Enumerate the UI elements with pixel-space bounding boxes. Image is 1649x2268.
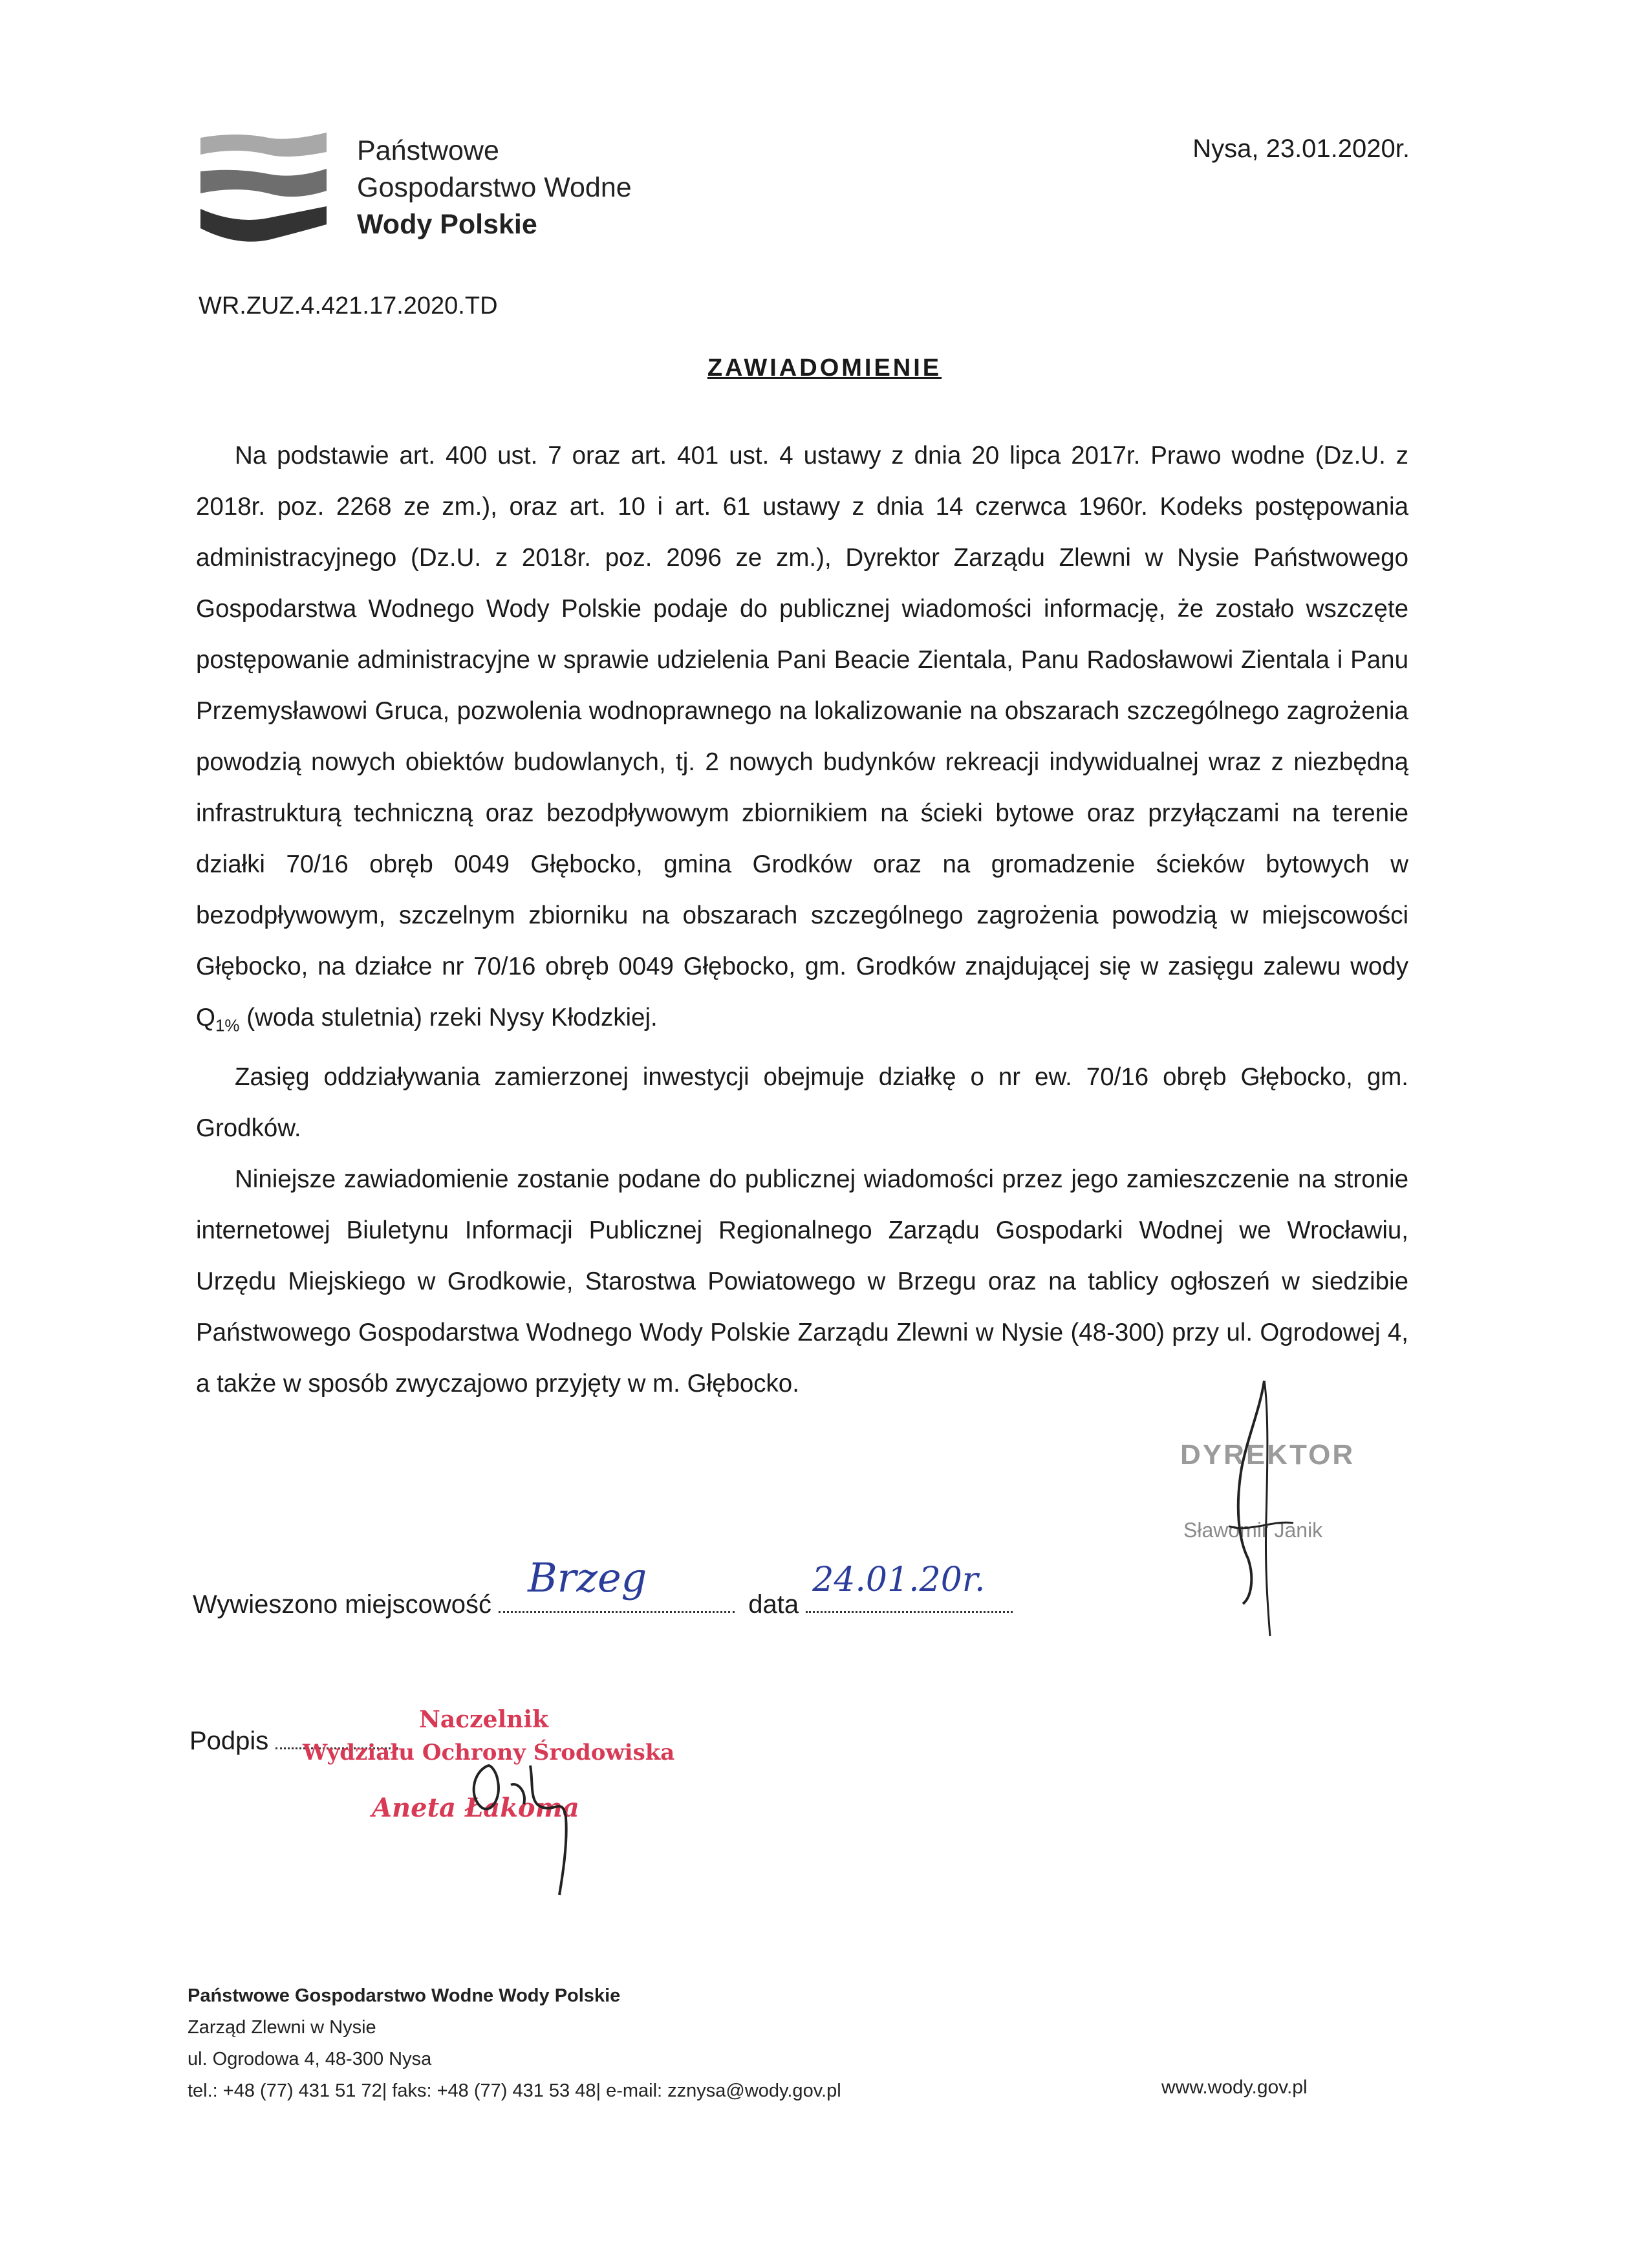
posting-date-handwritten: 24.01.20r.	[812, 1561, 986, 1599]
document-body	[196, 430, 1408, 1409]
posting-place-handwritten: Brzeg	[528, 1554, 647, 1601]
reference-number: WR.ZUZ.4.421.17.2020.TD	[199, 292, 498, 319]
footer-website: www.wody.gov.pl	[1161, 2077, 1308, 2098]
stamp-line-3: Aneta Łakoma	[372, 1793, 579, 1823]
q-symbol: Q	[196, 1004, 215, 1031]
paragraph-1-end: (woda stuletnia) rzeki Nysy Kłodzkiej.	[239, 1004, 658, 1031]
logo-line-2: Gospodarstwo Wodne	[357, 172, 632, 203]
paragraph-3: Niniejsze zawiadomienie zostanie podane do publicznej wiadomości przez jego zamieszczenie na stronie internetowej Biuletynu Informacji Publicznej Regionalnego Zarządu Gospodarki Wodnej we Wrocławiu, Urzędu Miejskiego w Grodkowie, Starostwa Powiatowego w Brzegu oraz na tablicy ogłoszeń w siedzibie Państwowego Gospodarstwa Wodnego Wody Polskie Zarządu Zlewni w Nysie (48-300) przy ul. Ogrodowej 4, a także w sposób zwyczajowo przyjęty w m. Głębocko.	[196, 1165, 1408, 1398]
director-stamp-name: Sławomir Janik	[1183, 1518, 1323, 1542]
stamp-line-2: Wydziału Ochrony Środowiska	[303, 1740, 675, 1766]
posting-place-label: Wywieszono miejscowość	[193, 1590, 491, 1619]
posting-date-field	[806, 1561, 1013, 1613]
paragraph-1	[196, 430, 1408, 1052]
q-subscript: 1%	[215, 1015, 240, 1035]
paragraph-2: Zasięg oddziaływania zamierzonej inwestycji obejmuje działkę o nr ew. 70/16 obręb Głębocko, gm. Grodków.	[196, 1063, 1408, 1142]
place-and-date: Nysa, 23.01.2020r.	[1192, 135, 1410, 163]
signature-label: Podpis	[189, 1727, 269, 1755]
handwritten-signature-icon	[453, 1746, 601, 1901]
wody-polskie-logo-icon	[197, 126, 333, 249]
paragraph-1-text: Na podstawie art. 400 ust. 7 oraz art. 401 ust. 4 ustawy z dnia 20 lipca 2017r. Prawo wodne (Dz.U. z 2018r. poz. 2268 ze zm.), oraz art. 10 i art. 61 ustawy z dnia 14 czerwca 1960r. Kodeks postępowania administracyjnego (Dz.U. z 2018r. poz. 2096 ze zm.), Dyrektor Zarządu Zlewni w Nysie Państwowego Gospodarstwa Wodnego Wody Polskie podaje do publicznej wiadomości informację, że zostało wszczęte postępowanie administracyjne w sprawie udzielenia Pani Beacie Zientala, Panu Radosławowi Zientala i Panu Przemysławowi Gruca, pozwolenia wodnoprawnego na lokalizowanie na obszarach szczególnego zagrożenia powodzią nowych obiektów budowlanych, tj. 2 nowych budynków rekreacji indywidualnej wraz z niezbędną infrastrukturą techniczną oraz bezodpływowym zbiornikiem na ścieki bytowe oraz przyłączami na terenie działki 70/16 obręb 0049 Głębocko, gmina Grodków oraz na gromadzenie ścieków bytowych w bezodpływowym, szczelnym zbiorniku na obszarach szczególnego zagrożenia powodzią w miejscowości Głębocko, na działce nr 70/16 obręb 0049 Głębocko, gm. Grodków znajdującej się w zasięgu zalewu wody	[196, 442, 1408, 980]
logo-line-1: Państwowe	[357, 135, 499, 166]
stamp-line-1: Naczelnik	[419, 1706, 548, 1733]
logo-wordmark	[357, 133, 632, 243]
document-title: ZAWIADOMIENIE	[707, 354, 942, 382]
footer-organization: Państwowe Gospodarstwo Wodne Wody Polskie	[188, 1985, 621, 2006]
director-signature-icon	[1203, 1371, 1306, 1643]
footer-unit: Zarząd Zlewni w Nysie	[188, 2017, 376, 2038]
footer	[188, 1980, 841, 2107]
logo-line-3: Wody Polskie	[357, 209, 537, 240]
footer-address: ul. Ogrodowa 4, 48-300 Nysa	[188, 2049, 432, 2069]
footer-contact: tel.: +48 (77) 431 51 72| faks: +48 (77) 431 53 48| e-mail: zznysa@wody.gov.pl	[188, 2080, 841, 2101]
posting-place-field	[499, 1554, 735, 1613]
director-stamp-title: DYREKTOR	[1180, 1439, 1355, 1471]
posting-date-label: data	[748, 1590, 799, 1619]
posting-row	[193, 1554, 1013, 1619]
